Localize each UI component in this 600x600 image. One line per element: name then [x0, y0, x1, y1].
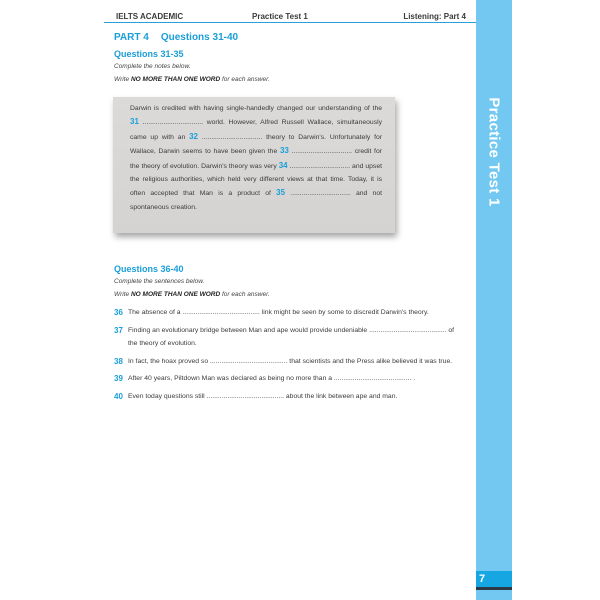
sidebar-title-text: Practice Test 1 [485, 97, 503, 207]
part-questions: Questions 31-40 [160, 32, 239, 43]
sidebar-band [476, 0, 512, 600]
section2-title: Questions 36-40 [114, 264, 184, 274]
running-header [104, 10, 476, 22]
note-segment: Darwin is credited with having single-handedly changed our understanding of the [130, 105, 382, 112]
question-text: In fact, the hoax proved so ......................................... that scientists and the Press alike believed it was true. [128, 357, 453, 365]
instr-text: Write [114, 291, 131, 298]
note-segment: ................................ and upset the religious authorities, which held very different views at that time. Today, it is often accepted that Man is a product of [130, 162, 382, 198]
section1-title: Questions 31-35 [114, 49, 184, 59]
section1-instruction1: Complete the notes below. [114, 63, 191, 70]
header-rule [104, 22, 476, 23]
question-number: 33 [279, 146, 289, 156]
header-left: IELTS ACADEMIC [116, 12, 184, 21]
question-number: 31 [130, 117, 139, 127]
note-segment: ................................ and not spontaneous creation. [130, 190, 382, 211]
section2-instruction1: Complete the sentences below. [114, 278, 205, 285]
section1-instruction2 [114, 76, 270, 83]
question-text: The absence of a ......................................... link might be seen by some to discredit Darwin's theory. [128, 309, 429, 316]
page-number: 7 [476, 571, 512, 587]
question-text: Finding an evolutionary bridge between Man and ape would provide undeniable ......................................... of the theory of evolution. [128, 326, 455, 347]
question-text: After 40 years, Piltdown Man was declared as being no more than a ......................................... . [128, 375, 416, 382]
question-list [114, 306, 474, 407]
question-number: 36 [114, 308, 123, 317]
question-number: 39 [114, 374, 123, 383]
note-text [130, 102, 382, 214]
part-label: PART 4 [114, 32, 149, 43]
question-item [114, 390, 474, 404]
question-number: 34 [278, 160, 288, 170]
question-number: 37 [114, 325, 123, 335]
question-item [114, 324, 458, 351]
question-number: 38 [114, 356, 123, 366]
sidebar-title [476, 92, 512, 212]
page-number-bar [476, 587, 512, 590]
question-item [114, 355, 474, 369]
question-item [114, 372, 474, 386]
question-number: 40 [114, 391, 123, 401]
instr-text: for each answer. [220, 291, 270, 298]
header-right: Listening: Part 4 [403, 12, 466, 21]
question-number: 32 [189, 131, 199, 141]
question-number: 35 [276, 188, 286, 198]
note-segment: ................................ theory to Darwin's. Unfortunately for Wallace, Darwin seems to have been given the [130, 133, 382, 156]
instr-bold: NO MORE THAN ONE WORD [130, 291, 221, 298]
instr-text: for each answer. [220, 76, 270, 83]
note-segment: ................................ credit for the theory of evolution. Darwin's theory was very [130, 148, 382, 170]
instr-text: Write [114, 76, 131, 83]
question-item [114, 306, 474, 320]
note-segment: ................................ world. However, Alfred Russell Wallace, simultaneously came up with an [130, 119, 382, 141]
header-center: Practice Test 1 [252, 12, 308, 21]
part-title [114, 32, 238, 43]
section2-instruction2 [114, 291, 270, 298]
question-text: Even today questions still ......................................... about the link between ape and man. [128, 392, 398, 400]
instr-bold: NO MORE THAN ONE WORD [130, 76, 221, 83]
